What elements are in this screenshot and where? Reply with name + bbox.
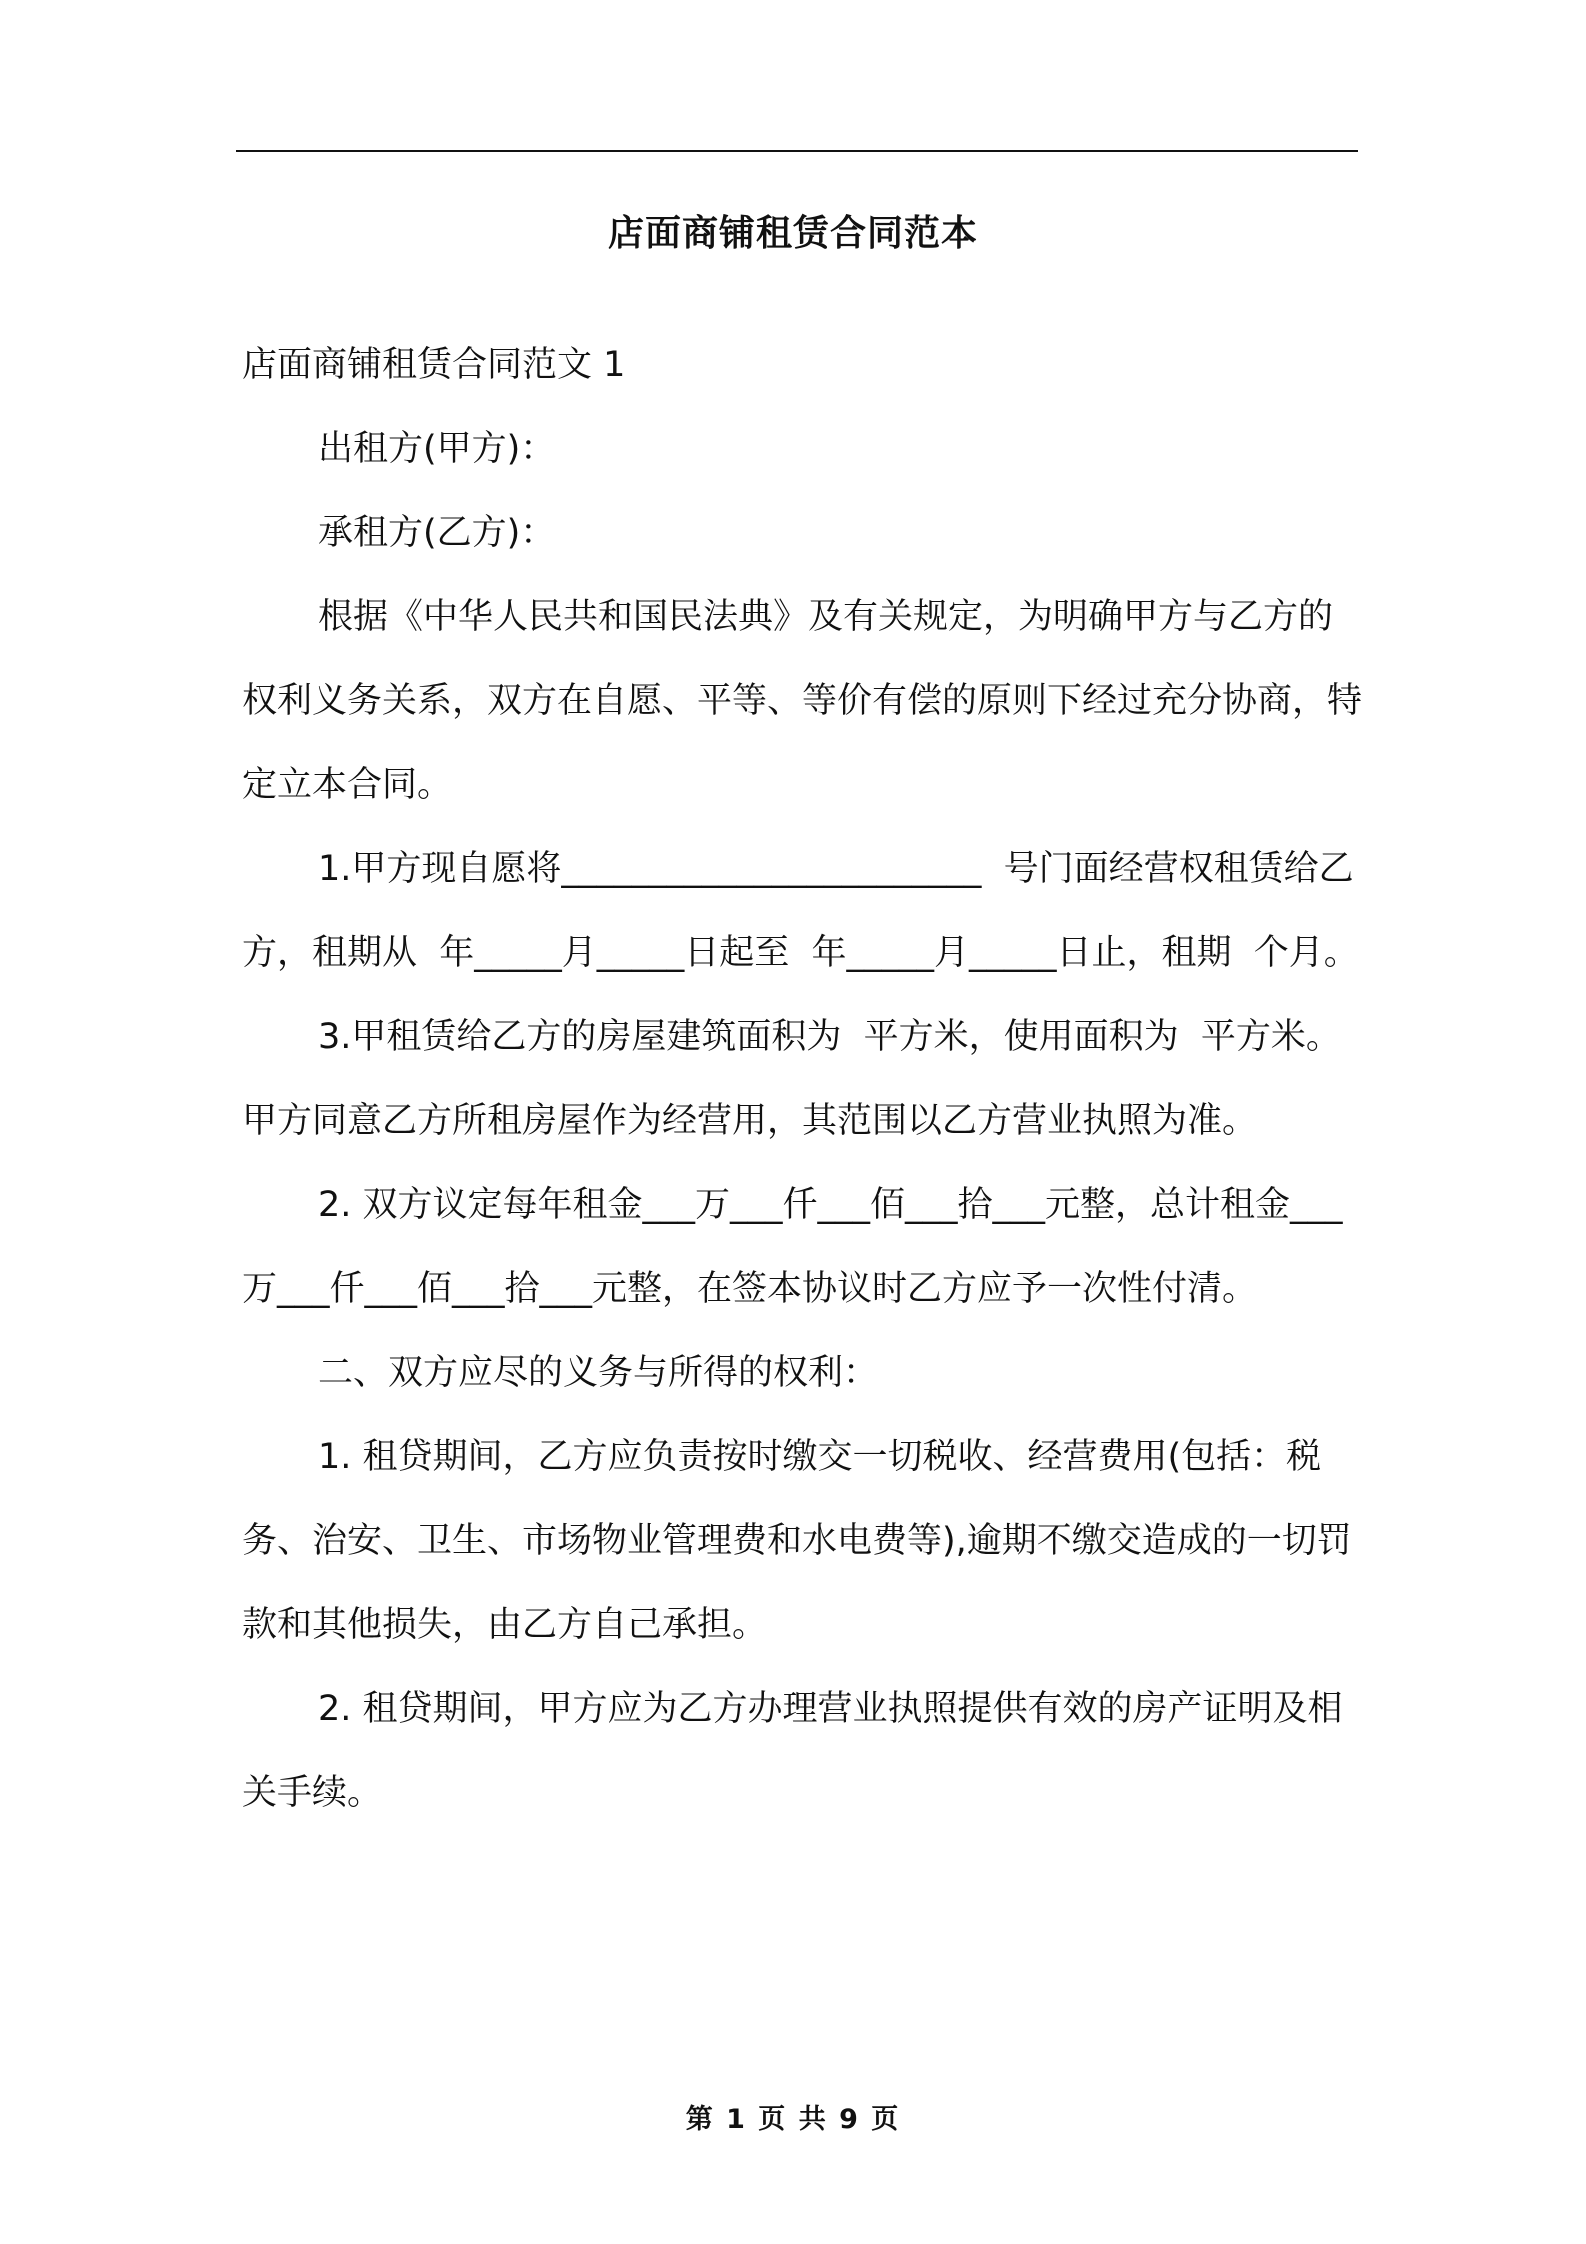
document-body [242, 323, 1362, 1835]
clause-lease-term: 1.甲方现自愿将________________________ 号门面经营权租赁给乙方，租期从 年_____月_____日起至 年_____月_____日止，租期 个月。 [242, 849, 1359, 973]
clause-lessor-duties: 2. 租贷期间，甲方应为乙方办理营业执照提供有效的房产证明及相关手续。 [242, 1689, 1343, 1813]
clause-area: 3.甲租赁给乙方的房屋建筑面积为 平方米，使用面积为 平方米。甲方同意乙方所租房屋作为经营用，其范围以乙方营业执照为准。 [242, 1017, 1341, 1141]
preamble-paragraph: 根据《中华人民共和国民法典》及有关规定，为明确甲方与乙方的权利义务关系，双方在自愿、平等、等价有偿的原则下经过充分协商，特定立本合同。 [242, 597, 1363, 805]
header-rule [236, 150, 1358, 152]
section-obligations-heading: 二、双方应尽的义务与所得的权利： [318, 1353, 879, 1393]
page-footer: 第 1 页 共 9 页 [685, 2104, 901, 2135]
clause-rent: 2. 双方议定每年租金___万___仟___佰___拾___元整，总计租金___万___仟___佰___拾___元整，在签本协议时乙方应予一次性付清。 [242, 1185, 1343, 1309]
section-heading: 店面商铺租赁合同范文 1 [242, 345, 626, 385]
clause-lessee-duties: 1. 租贷期间，乙方应负责按时缴交一切税收、经营费用(包括：税务、治安、卫生、市场物业管理费和水电费等),逾期不缴交造成的一切罚款和其他损失，由乙方自己承担。 [242, 1437, 1352, 1645]
lessee-line: 承租方(乙方)： [318, 513, 556, 553]
lessor-line: 出租方(甲方)： [318, 429, 556, 469]
document-title: 店面商铺租赁合同范本 [607, 213, 978, 254]
